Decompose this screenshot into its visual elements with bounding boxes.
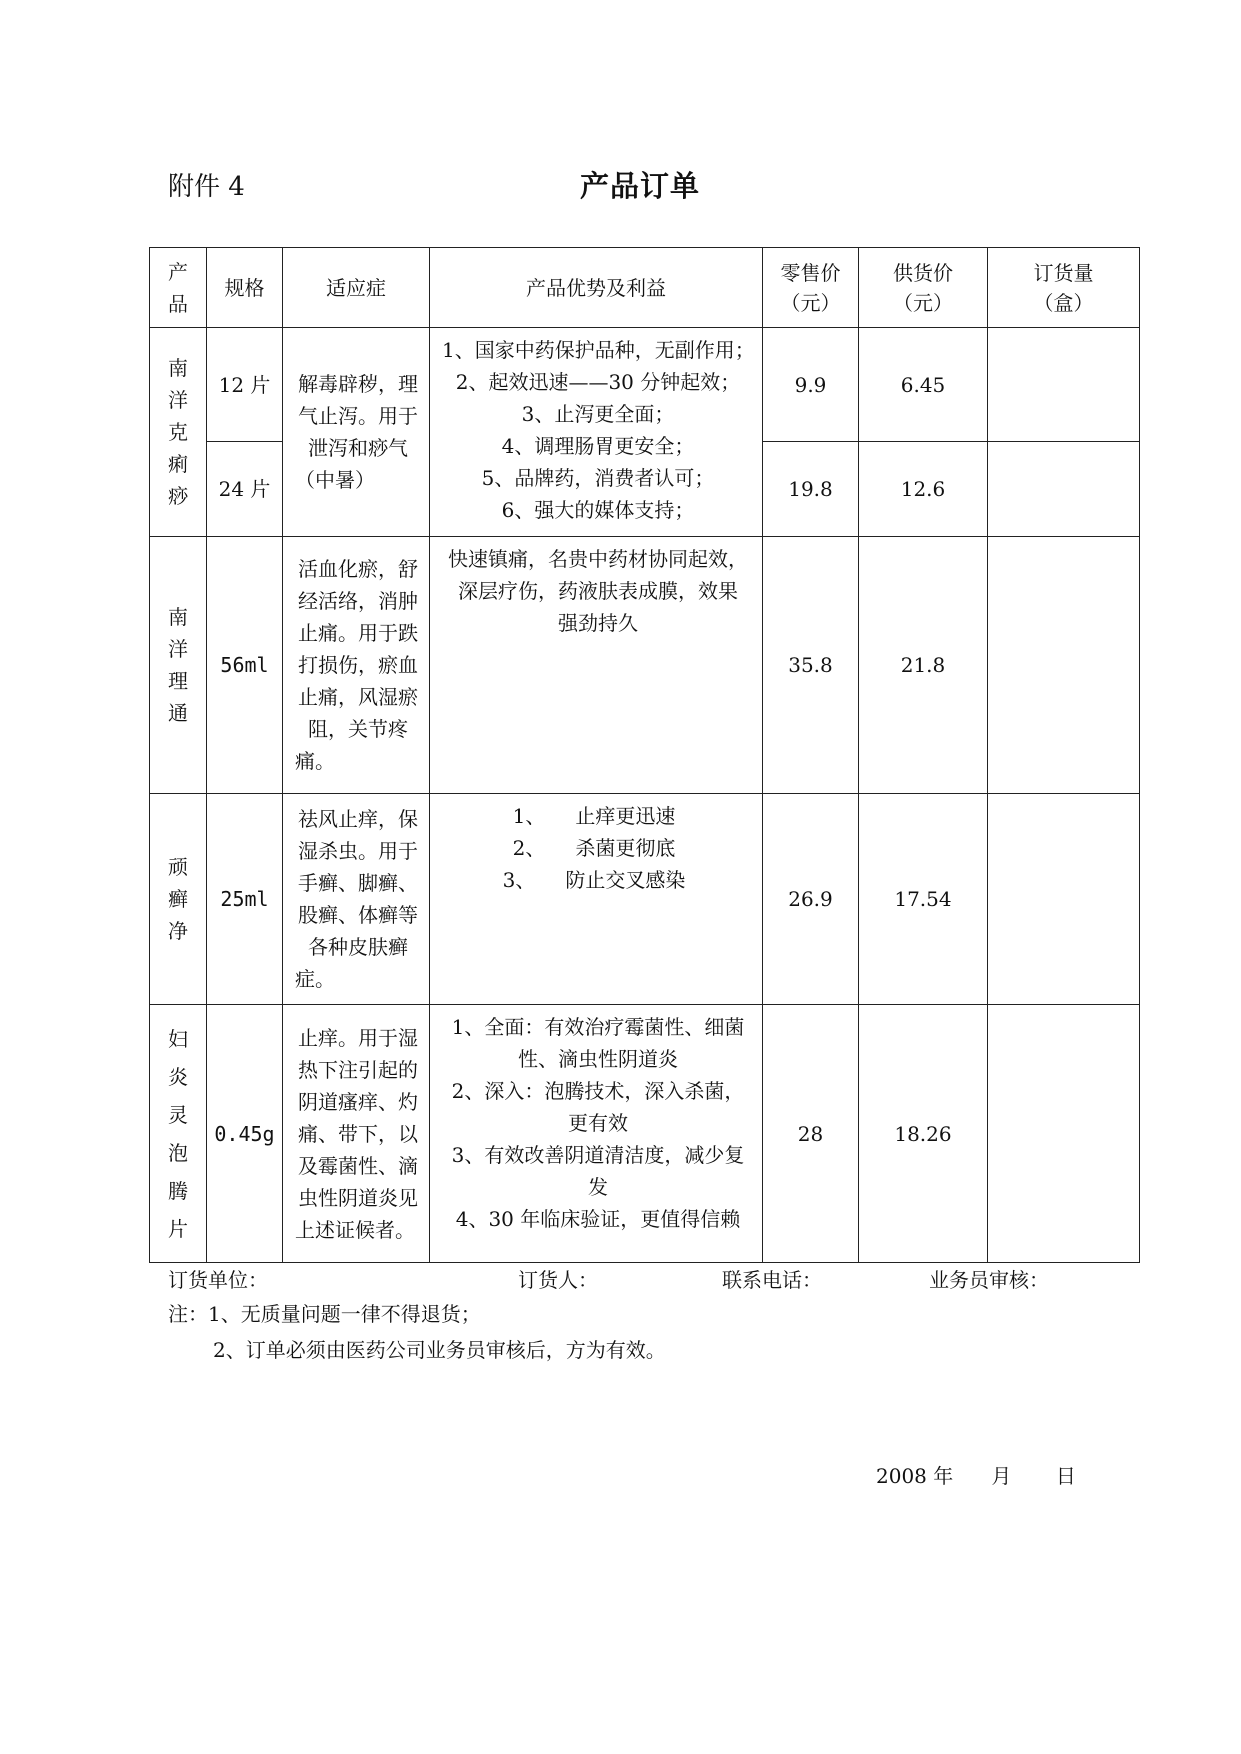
benefit-cell: 1、全面：有效治疗霉菌性、细菌 性、滴虫性阴道炎 2、深入：泡腾技术，深入杀菌， 更有效 3、有效改善阴道清洁度，减少复 发 4、30 年临床验证，更值得信赖 bbox=[430, 1005, 763, 1263]
retail-price-cell: 35.8 bbox=[763, 537, 859, 794]
note-line-2: 2、订单必须由医药公司业务员审核后，方为有效。 bbox=[213, 1338, 666, 1362]
indication-cell: 活血化瘀，舒经活络，消肿止痛。用于跌打损伤，瘀血止痛，风湿瘀阻，关节疼痛。 bbox=[283, 537, 430, 794]
order-qty-cell[interactable] bbox=[988, 328, 1140, 442]
date-line: 2008 年 月 日 bbox=[876, 1464, 1076, 1488]
order-qty-cell[interactable] bbox=[988, 537, 1140, 794]
product-name-cell: 南洋理通 bbox=[150, 537, 207, 794]
spec-cell: 24 片 bbox=[207, 442, 283, 537]
supply-price-cell: 12.6 bbox=[859, 442, 988, 537]
table-row bbox=[150, 537, 1140, 794]
orderer-label: 订货人： bbox=[518, 1268, 598, 1292]
benefit-cell: 1、国家中药保护品种，无副作用； 2、起效迅速——30 分钟起效； 3、止泻更全面； 4、调理肠胃更安全； 5、品牌药，消费者认可； 6、强大的媒体支持； bbox=[430, 328, 763, 537]
retail-price-cell: 9.9 bbox=[763, 328, 859, 442]
supply-price-cell: 21.8 bbox=[859, 537, 988, 794]
header-supply-price: 供货价 （元） bbox=[859, 248, 988, 328]
page-title: 产品订单 bbox=[579, 169, 700, 203]
product-name-cell: 妇炎灵泡腾片 bbox=[150, 1005, 207, 1263]
order-qty-cell[interactable] bbox=[988, 794, 1140, 1005]
note-line-1: 注：1、无质量问题一律不得退货； bbox=[168, 1302, 481, 1326]
spec-cell: 12 片 bbox=[207, 328, 283, 442]
retail-price-cell: 26.9 bbox=[763, 794, 859, 1005]
order-unit-label: 订货单位： bbox=[168, 1268, 268, 1292]
header-benefit: 产品优势及利益 bbox=[430, 248, 763, 328]
product-name-cell: 顽癣净 bbox=[150, 794, 207, 1005]
header-indication: 适应症 bbox=[283, 248, 430, 328]
table-row bbox=[150, 1005, 1140, 1263]
supply-price-cell: 18.26 bbox=[859, 1005, 988, 1263]
supply-price-cell: 17.54 bbox=[859, 794, 988, 1005]
header-spec: 规格 bbox=[207, 248, 283, 328]
table-header-row bbox=[150, 248, 1140, 328]
attachment-label: 附件 4 bbox=[168, 172, 245, 202]
benefit-cell: 1、 止痒更迅速 2、 杀菌更彻底 3、 防止交叉感染 bbox=[430, 794, 763, 1005]
benefit-cell: 快速镇痛，名贵中药材协同起效， 深层疗伤，药液肤表成膜，效果 强劲持久 bbox=[430, 537, 763, 794]
product-name-cell: 南洋克痢痧 bbox=[150, 328, 207, 537]
retail-price-cell: 19.8 bbox=[763, 442, 859, 537]
retail-price-cell: 28 bbox=[763, 1005, 859, 1263]
indication-cell: 解毒辟秽，理气止泻。用于泄泻和痧气（中暑） bbox=[283, 328, 430, 537]
supply-price-cell: 6.45 bbox=[859, 328, 988, 442]
order-qty-cell[interactable] bbox=[988, 1005, 1140, 1263]
indication-cell: 止痒。用于湿热下注引起的阴道瘙痒、灼痛、带下，以及霉菌性、滴虫性阴道炎见上述证候者。 bbox=[283, 1005, 430, 1263]
spec-cell: 56ml bbox=[207, 537, 283, 794]
table-row bbox=[150, 328, 1140, 442]
table-row bbox=[150, 794, 1140, 1005]
header-product: 产品 bbox=[150, 248, 207, 328]
spec-cell: 0.45g bbox=[207, 1005, 283, 1263]
salesman-review-label: 业务员审核： bbox=[929, 1268, 1049, 1292]
spec-cell: 25ml bbox=[207, 794, 283, 1005]
phone-label: 联系电话： bbox=[722, 1268, 822, 1292]
product-order-table bbox=[149, 247, 1140, 1263]
indication-cell: 祛风止痒，保湿杀虫。用于手癣、脚癣、股癣、体癣等各种皮肤癣症。 bbox=[283, 794, 430, 1005]
header-order-qty: 订货量 （盒） bbox=[988, 248, 1140, 328]
order-qty-cell[interactable] bbox=[988, 442, 1140, 537]
header-retail-price: 零售价 （元） bbox=[763, 248, 859, 328]
